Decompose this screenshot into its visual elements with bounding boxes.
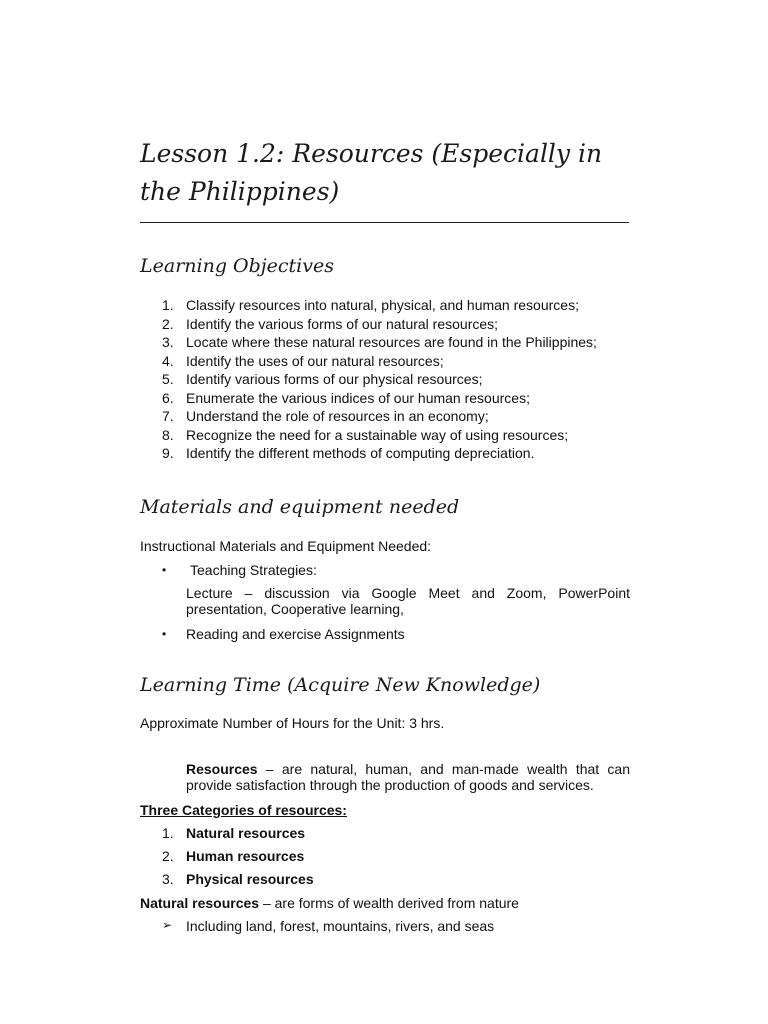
list-item: 5. Identify various forms of our physical resources; [162, 371, 483, 387]
list-item: 1. Natural resources [162, 825, 306, 841]
resources-definition [186, 762, 630, 793]
resources-def-text: – are natural, human, and man-made wealth that can provide satisfaction through the production of goods and services. [186, 761, 630, 793]
list-item: 6. Enumerate the various indices of our human resources; [162, 389, 530, 406]
hours-text: Approximate Number of Hours for the Unit: 3 hrs. [140, 715, 445, 731]
natural-resources-definition: Natural resources – are forms of wealth derived from nature [140, 895, 519, 911]
resources-term: Resources [186, 761, 258, 777]
list-item: 3. Physical resources [162, 871, 314, 887]
bullet-teaching-strategies: Teaching Strategies: [190, 562, 317, 578]
lesson-title: Lesson 1.2: Resources (Especially in the Philippines) [140, 139, 603, 206]
objectives-list [140, 296, 630, 463]
list-item: 9. Identify the different methods of computing depreciation. [162, 445, 535, 461]
list-item: 8. Recognize the need for a sustainable way of using resources; [162, 426, 569, 443]
natural-resources-term: Natural resources [140, 895, 260, 911]
natural-resources-item: Including land, forest, mountains, rivers, and seas [186, 918, 495, 934]
teaching-strategies-detail: Lecture – discussion via Google Meet and Zoom, PowerPoint presentation, Cooperative learning, [186, 585, 630, 617]
list-item: 2. Human resources [162, 848, 305, 864]
list-item: 1. Classify resources into natural, physical, and human resources; [162, 297, 579, 313]
list-item: 7. Understand the role of resources in an economy; [162, 408, 489, 424]
materials-heading: Materials and equipment needed [140, 496, 460, 518]
bullet-reading-assignments: Reading and exercise Assignments [186, 626, 405, 642]
bullet-icon: • [162, 627, 167, 641]
list-item: 2. Identify the various forms of our natural resources; [162, 315, 499, 332]
list-item: 3. Locate where these natural resources are found in the Philippines; [162, 334, 597, 350]
categories-heading: Three Categories of resources: [140, 802, 347, 818]
materials-intro: Instructional Materials and Equipment Needed: [140, 538, 432, 554]
list-item: 4. Identify the uses of our natural resources; [162, 352, 444, 369]
objectives-heading: Learning Objectives [140, 255, 334, 277]
bullet-icon: • [162, 563, 167, 577]
learning-time-heading: Learning Time (Acquire New Knowledge) [140, 674, 541, 696]
title-divider [140, 222, 629, 223]
arrow-bullet-icon: ➢ [162, 918, 173, 932]
